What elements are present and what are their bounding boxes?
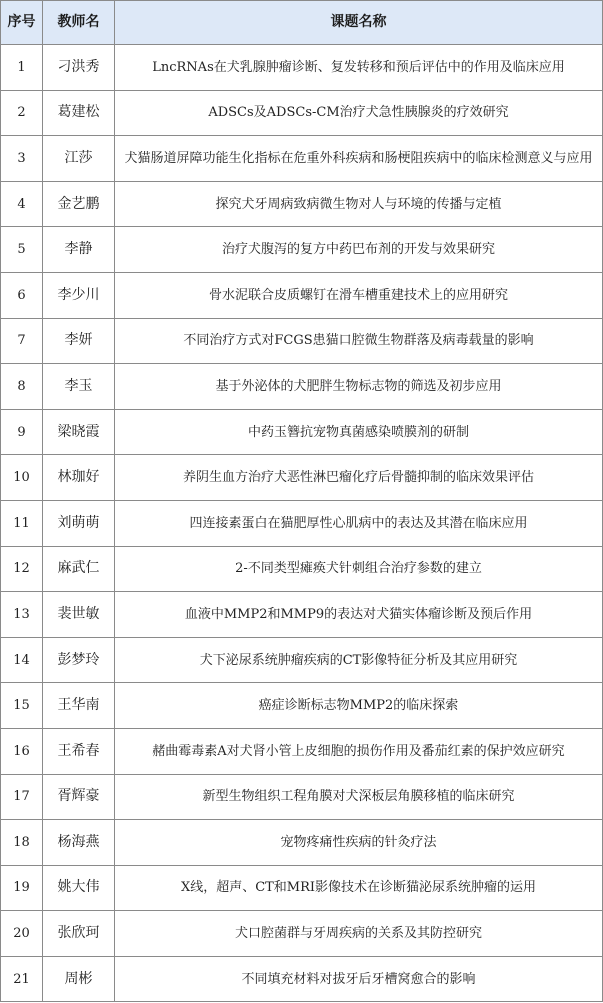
- project-title: 2-不同类型瘫痪犬针刺组合治疗参数的建立: [115, 546, 603, 592]
- project-title: 犬猫肠道屏障功能生化指标在危重外科疾病和肠梗阻疾病中的临床检测意义与应用: [115, 136, 603, 182]
- teacher-name: 姚大伟: [43, 865, 115, 911]
- project-title: 四连接素蛋白在猫肥厚性心肌病中的表达及其潜在临床应用: [115, 500, 603, 546]
- project-title: 骨水泥联合皮质螺钉在滑车槽重建技术上的应用研究: [115, 272, 603, 318]
- table-row: [1, 45, 603, 91]
- teacher-name: 张欣珂: [43, 911, 115, 957]
- table-row: [1, 728, 603, 774]
- table-row: [1, 546, 603, 592]
- teacher-name: 胥辉豪: [43, 774, 115, 820]
- project-title: 犬下泌尿系统肿瘤疾病的CT影像特征分析及其应用研究: [115, 637, 603, 683]
- row-number: 4: [1, 181, 43, 227]
- row-number: 20: [1, 911, 43, 957]
- row-number: 12: [1, 546, 43, 592]
- row-number: 17: [1, 774, 43, 820]
- row-number: 8: [1, 364, 43, 410]
- project-title: ADSCs及ADSCs-CM治疗犬急性胰腺炎的疗效研究: [115, 90, 603, 136]
- project-title: 赭曲霉毒素A对犬肾小管上皮细胞的损伤作用及番茄红素的保护效应研究: [115, 728, 603, 774]
- teacher-name: 刘萌萌: [43, 500, 115, 546]
- table-row: [1, 911, 603, 957]
- teacher-name: 金艺鹏: [43, 181, 115, 227]
- project-title: 新型生物组织工程角膜对犬深板层角膜移植的临床研究: [115, 774, 603, 820]
- table-row: [1, 181, 603, 227]
- table-row: [1, 865, 603, 911]
- teacher-name: 麻武仁: [43, 546, 115, 592]
- teacher-name: 李玉: [43, 364, 115, 410]
- project-title: 犬口腔菌群与牙周疾病的关系及其防控研究: [115, 911, 603, 957]
- table-row: [1, 364, 603, 410]
- row-number: 14: [1, 637, 43, 683]
- row-number: 16: [1, 728, 43, 774]
- table-row: [1, 592, 603, 638]
- project-title: 不同治疗方式对FCGS患猫口腔微生物群落及病毒载量的影响: [115, 318, 603, 364]
- row-number: 5: [1, 227, 43, 273]
- row-number: 3: [1, 136, 43, 182]
- project-title: X线，超声、CT和MRI影像技术在诊断猫泌尿系统肿瘤的运用: [115, 865, 603, 911]
- row-number: 2: [1, 90, 43, 136]
- table-row: [1, 227, 603, 273]
- table-row: [1, 455, 603, 501]
- project-title: 宠物疼痛性疾病的针灸疗法: [115, 820, 603, 866]
- table-row: [1, 272, 603, 318]
- row-number: 21: [1, 956, 43, 1002]
- table-row: [1, 637, 603, 683]
- teacher-name: 梁晓霞: [43, 409, 115, 455]
- teacher-name: 杨海燕: [43, 820, 115, 866]
- table-row: [1, 409, 603, 455]
- teacher-name: 刁洪秀: [43, 45, 115, 91]
- table-row: [1, 683, 603, 729]
- header-teacher: 教师名: [43, 1, 115, 45]
- row-number: 10: [1, 455, 43, 501]
- row-number: 9: [1, 409, 43, 455]
- header-title: 课题名称: [115, 1, 603, 45]
- project-title: 探究犬牙周病致病微生物对人与环境的传播与定植: [115, 181, 603, 227]
- row-number: 7: [1, 318, 43, 364]
- table-header: [1, 1, 603, 45]
- project-title: 养阴生血方治疗犬恶性淋巴瘤化疗后骨髓抑制的临床效果评估: [115, 455, 603, 501]
- table-body: [1, 45, 603, 1002]
- project-title: 血液中MMP2和MMP9的表达对犬猫实体瘤诊断及预后作用: [115, 592, 603, 638]
- table-row: [1, 318, 603, 364]
- table-row: [1, 500, 603, 546]
- teacher-name: 江莎: [43, 136, 115, 182]
- row-number: 15: [1, 683, 43, 729]
- row-number: 6: [1, 272, 43, 318]
- table-row: [1, 956, 603, 1002]
- teacher-name: 王华南: [43, 683, 115, 729]
- row-number: 18: [1, 820, 43, 866]
- teacher-name: 裴世敏: [43, 592, 115, 638]
- teacher-name: 李妍: [43, 318, 115, 364]
- project-title: 癌症诊断标志物MMP2的临床探索: [115, 683, 603, 729]
- project-title: 不同填充材料对拔牙后牙槽窝愈合的影响: [115, 956, 603, 1002]
- table-row: [1, 136, 603, 182]
- project-title: 治疗犬腹泻的复方中药巴布剂的开发与效果研究: [115, 227, 603, 273]
- teacher-name: 葛建松: [43, 90, 115, 136]
- row-number: 13: [1, 592, 43, 638]
- table-row: [1, 820, 603, 866]
- teacher-name: 李静: [43, 227, 115, 273]
- table-row: [1, 774, 603, 820]
- teacher-name: 周彬: [43, 956, 115, 1002]
- teacher-name: 彭梦玲: [43, 637, 115, 683]
- table-row: [1, 90, 603, 136]
- teacher-name: 李少川: [43, 272, 115, 318]
- project-title: LncRNAs在犬乳腺肿瘤诊断、复发转移和预后评估中的作用及临床应用: [115, 45, 603, 91]
- row-number: 1: [1, 45, 43, 91]
- row-number: 11: [1, 500, 43, 546]
- teacher-name: 王希春: [43, 728, 115, 774]
- teacher-name: 林珈好: [43, 455, 115, 501]
- row-number: 19: [1, 865, 43, 911]
- header-no: 序号: [1, 1, 43, 45]
- project-title: 基于外泌体的犬肥胖生物标志物的筛选及初步应用: [115, 364, 603, 410]
- header-row: [1, 1, 603, 45]
- project-title: 中药玉簪抗宠物真菌感染喷膜剂的研制: [115, 409, 603, 455]
